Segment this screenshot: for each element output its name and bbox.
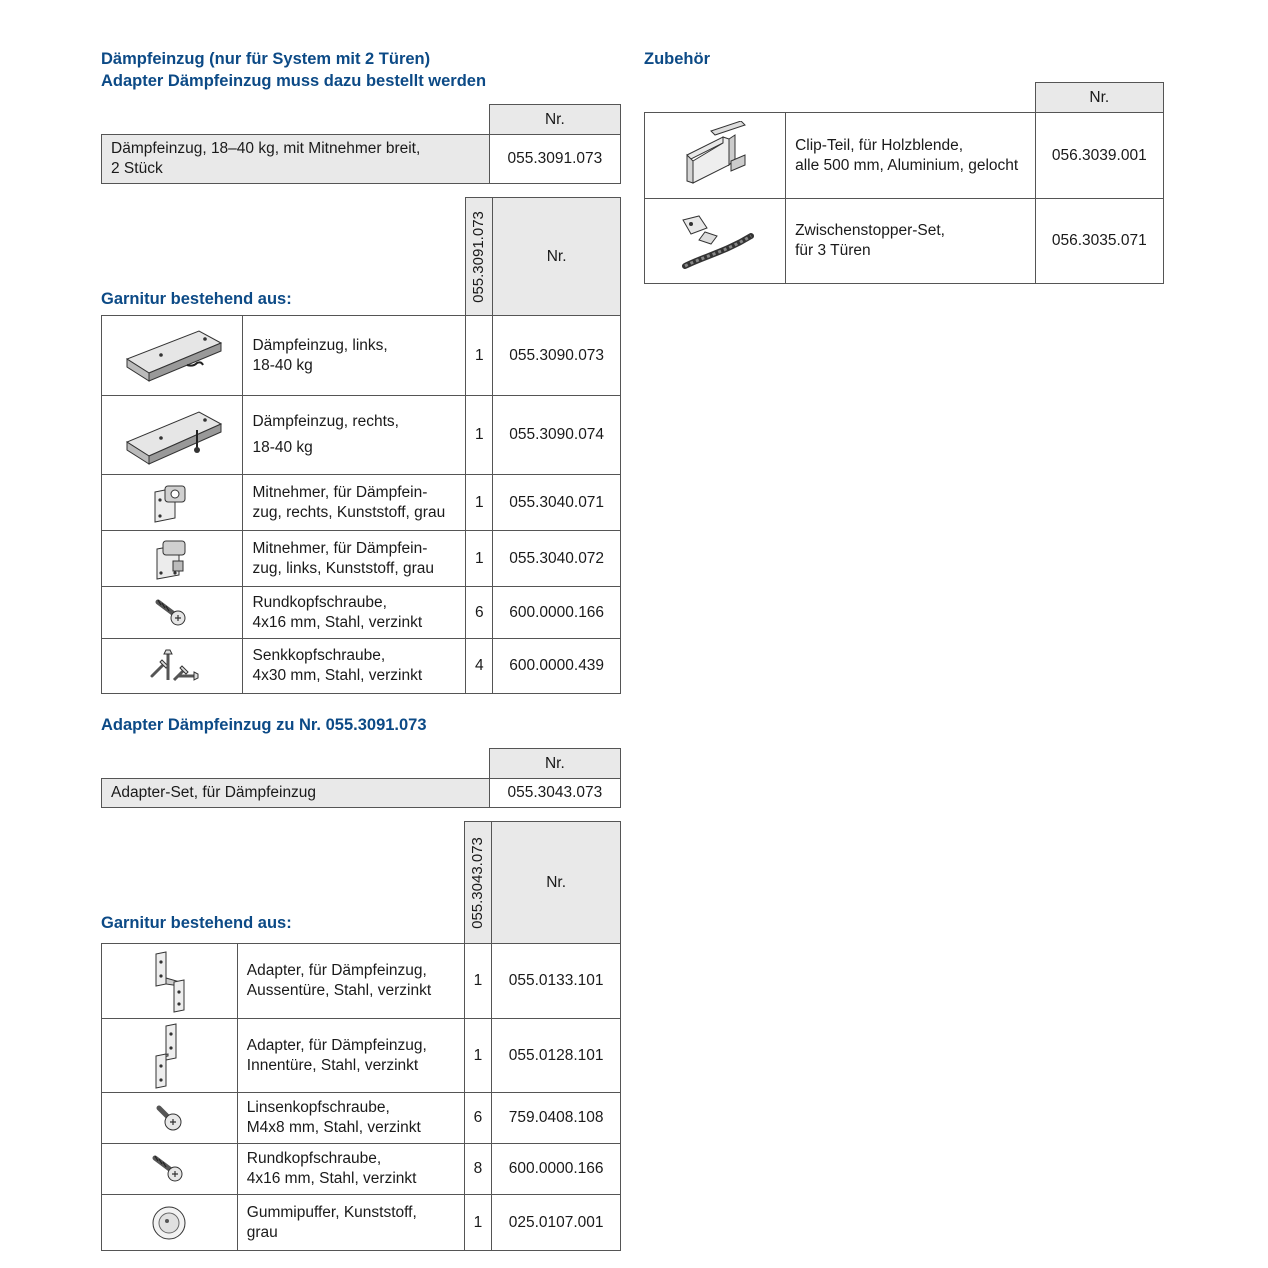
table-row [102,1195,621,1251]
item-description: Adapter, für Dämpfeinzug, Innentüre, Stahl, verzinkt [237,1019,464,1093]
nr-header: Nr. [489,105,620,135]
item-description: Adapter-Set, für Dämpfeinzug [102,779,490,808]
section-title-line1: Dämpfeinzug (nur für System mit 2 Türen) [101,50,431,68]
section-title-line2: Adapter Dämpfeinzug muss dazu bestellt werden [101,72,487,90]
adapter-main-table [101,748,621,808]
set1-column-code: 055.3091.073 [466,198,493,316]
table-row [645,199,1164,284]
item-description: Gummipuffer, Kunststoff, grau [237,1195,464,1251]
table-row [102,1144,621,1195]
accessories-title: Zubehör [644,50,710,68]
item-description: Clip-Teil, für Holzblende, alle 500 mm, Aluminium, gelocht [786,113,1036,199]
intermediate-stopper-icon [645,199,786,284]
item-quantity: 1 [466,475,493,531]
item-description: Dämpfeinzug, rechts, 18-40 kg [243,396,466,475]
table-row [102,1093,621,1144]
clip-part-icon [645,113,786,199]
item-quantity: 1 [464,1195,492,1251]
item-quantity: 1 [466,316,493,396]
table-row [102,475,621,531]
adapter-title: Adapter Dämpfeinzug zu Nr. 055.3091.073 [101,716,427,734]
nr-header: Nr. [492,822,621,944]
table-row [102,531,621,587]
round-head-screw-icon [102,587,243,639]
catch-right-icon [102,475,243,531]
accessories-table [644,82,1164,284]
item-number: 025.0107.001 [492,1195,621,1251]
section-title-damper [101,48,486,92]
nr-header: Nr. [493,198,621,316]
damper-left-icon [102,316,243,396]
item-number: 055.0133.101 [492,944,621,1019]
item-number: 055.3091.073 [489,135,620,184]
item-description: Rundkopfschraube, 4x16 mm, Stahl, verzinkt [243,587,466,639]
item-number: 056.3039.001 [1035,113,1163,199]
item-quantity: 6 [466,587,493,639]
countersunk-screws-icon [102,639,243,694]
nr-header: Nr. [1035,83,1163,113]
set2-heading: Garnitur bestehend aus: [101,914,292,932]
damper-main-table [101,104,621,184]
item-number: 600.0000.439 [493,639,621,694]
set1-heading: Garnitur bestehend aus: [101,290,292,308]
item-description: Senkkopfschraube, 4x30 mm, Stahl, verzinkt [243,639,466,694]
table-row [102,316,621,396]
item-number: 055.3090.074 [493,396,621,475]
set1-table [101,197,621,694]
item-quantity: 4 [466,639,493,694]
item-number: 600.0000.166 [492,1144,621,1195]
table-row [102,779,621,808]
item-number: 759.0408.108 [492,1093,621,1144]
item-quantity: 1 [466,531,493,587]
nr-header: Nr. [489,749,620,779]
table-row [102,639,621,694]
table-row [102,944,621,1019]
set2-column-code: 055.3043.073 [464,822,492,944]
item-quantity: 6 [464,1093,492,1144]
item-quantity: 1 [466,396,493,475]
item-number: 055.3043.073 [489,779,620,808]
adapter-outer-door-icon [102,944,238,1019]
item-quantity: 1 [464,944,492,1019]
table-row [645,113,1164,199]
damper-right-icon [102,396,243,475]
set2-table [101,821,621,1251]
item-description: Zwischenstopper-Set, für 3 Türen [786,199,1036,284]
item-description: Mitnehmer, für Dämpfein- zug, links, Kunststoff, grau [243,531,466,587]
item-number: 055.3040.072 [493,531,621,587]
table-row [102,1019,621,1093]
table-row [102,135,621,184]
item-number: 600.0000.166 [493,587,621,639]
item-number: 055.3040.071 [493,475,621,531]
item-description: Rundkopfschraube, 4x16 mm, Stahl, verzinkt [237,1144,464,1195]
item-number: 056.3035.071 [1035,199,1163,284]
adapter-inner-door-icon [102,1019,238,1093]
item-quantity: 8 [464,1144,492,1195]
item-number: 055.3090.073 [493,316,621,396]
item-description: Dämpfeinzug, 18–40 kg, mit Mitnehmer breit, 2 Stück [102,135,490,184]
table-row [102,587,621,639]
item-quantity: 1 [464,1019,492,1093]
rubber-buffer-icon [102,1195,238,1251]
item-description: Adapter, für Dämpfeinzug, Aussentüre, Stahl, verzinkt [237,944,464,1019]
item-description: Linsenkopfschraube, M4x8 mm, Stahl, verzinkt [237,1093,464,1144]
pan-head-screw-icon [102,1093,238,1144]
item-description: Mitnehmer, für Dämpfein- zug, rechts, Kunststoff, grau [243,475,466,531]
catch-left-icon [102,531,243,587]
round-head-screw-icon [102,1144,238,1195]
item-number: 055.0128.101 [492,1019,621,1093]
item-description: Dämpfeinzug, links, 18-40 kg [243,316,466,396]
table-row [102,396,621,475]
